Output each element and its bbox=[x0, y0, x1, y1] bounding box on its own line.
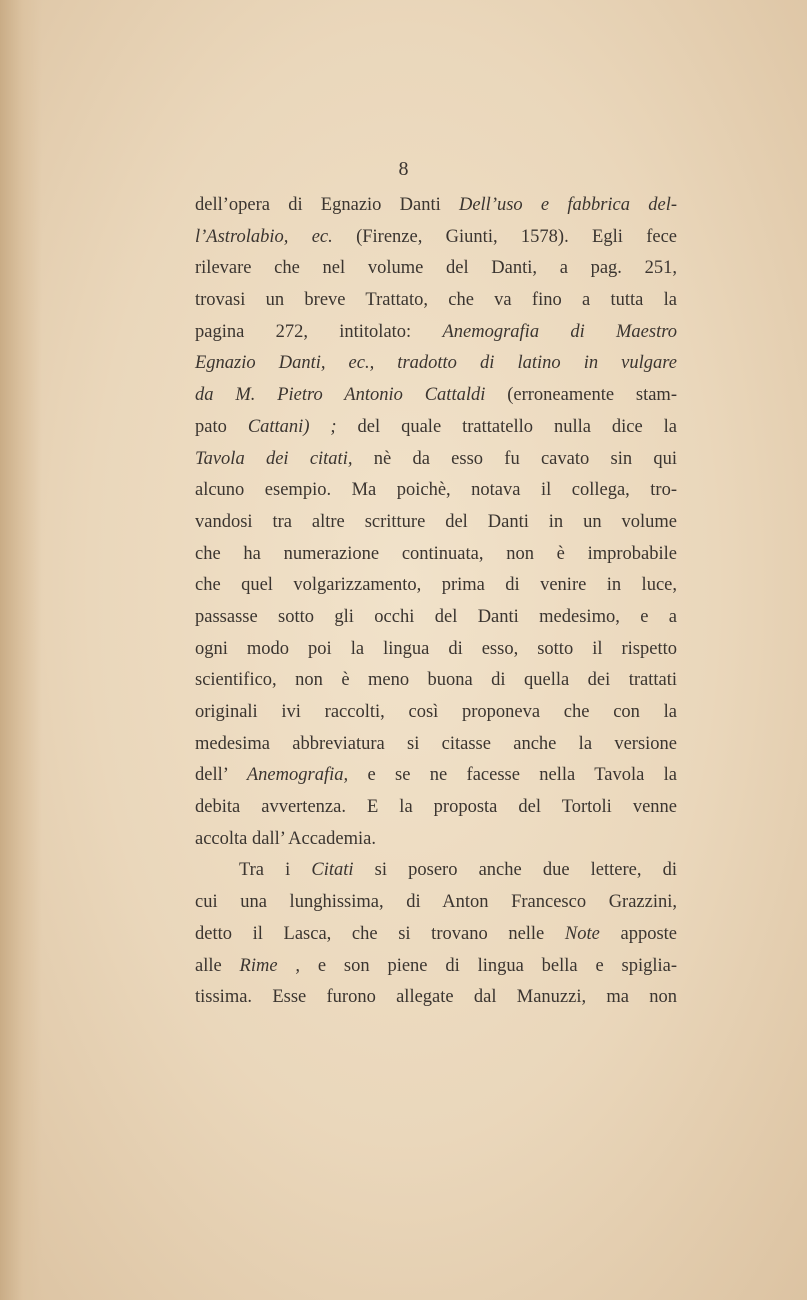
text-segment: vandosi tra altre scritture del Danti in un volume bbox=[195, 511, 677, 532]
page-binding-shadow bbox=[0, 0, 42, 1300]
text-line bbox=[195, 792, 677, 824]
text-segment: (erroneamente stam- bbox=[485, 385, 677, 406]
text-line bbox=[195, 570, 677, 602]
text-line bbox=[195, 348, 677, 380]
text-line bbox=[195, 760, 677, 792]
text-segment: originali ivi raccolti, così proponeva che con la bbox=[195, 702, 677, 722]
italic-text: Dell’uso e fabbrica del- bbox=[458, 195, 677, 215]
text-segment: apposte bbox=[599, 923, 677, 944]
text-segment: ogni modo poi la lingua di esso, sotto il rispetto bbox=[195, 638, 677, 659]
text-line bbox=[195, 855, 677, 887]
text-segment: si posero anche due lettere, di bbox=[353, 860, 677, 881]
text-line bbox=[195, 507, 677, 539]
italic-text: l’Astrolabio, ec. bbox=[195, 226, 333, 247]
text-segment: e se ne facesse nella Tavola la bbox=[348, 765, 678, 786]
italic-text: Anemografia, bbox=[246, 765, 349, 786]
italic-text: da M. Pietro Antonio Cattaldi bbox=[195, 385, 486, 406]
text-line bbox=[195, 982, 677, 1014]
text-line bbox=[195, 634, 677, 666]
text-segment: Tra i bbox=[239, 860, 312, 881]
text-line bbox=[195, 824, 677, 856]
text-line bbox=[195, 919, 677, 951]
text-segment: che ha numerazione continuata, non è improbabile bbox=[195, 543, 677, 564]
italic-text: Anemografia di Maestro bbox=[442, 321, 677, 342]
page-number: 8 bbox=[398, 158, 409, 180]
body-text bbox=[195, 190, 677, 1014]
text-line bbox=[195, 951, 677, 983]
text-segment: accolta dall’ Accademia. bbox=[195, 828, 376, 849]
text-segment: del quale trattatello nulla dice la bbox=[336, 416, 677, 437]
text-segment: trovasi un breve Trattato, che va fino a tutta la bbox=[195, 290, 677, 311]
text-segment: (Firenze, Giunti, 1578). Egli fece bbox=[332, 226, 678, 247]
text-segment: dell’opera di Egnazio Danti bbox=[195, 195, 459, 215]
text-line bbox=[195, 697, 677, 729]
italic-text: Egnazio Danti, ec., tradotto di latino in vulgare bbox=[195, 353, 677, 374]
italic-text: Citati bbox=[311, 860, 354, 881]
text-segment: nè da esso fu cavato sin qui bbox=[352, 448, 677, 469]
text-line bbox=[195, 412, 677, 444]
text-line bbox=[195, 222, 677, 254]
text-segment: medesima abbreviatura si citasse anche la versione bbox=[195, 733, 677, 754]
italic-text: Tavola dei citati, bbox=[195, 448, 353, 469]
text-segment: scientifico, non è meno buona di quella dei trattati bbox=[195, 670, 677, 691]
text-line bbox=[195, 887, 677, 919]
italic-text: Note bbox=[564, 923, 600, 944]
text-segment: debita avvertenza. E la proposta del Tortoli venne bbox=[195, 797, 677, 818]
text-line bbox=[195, 190, 677, 222]
text-line bbox=[195, 380, 677, 412]
text-segment: che quel volgarizzamento, prima di venire in luce, bbox=[195, 575, 677, 596]
text-segment: passasse sotto gli occhi del Danti medesimo, e a bbox=[195, 606, 677, 627]
text-line bbox=[195, 285, 677, 317]
text-segment: pagina 272, intitolato: bbox=[195, 321, 443, 342]
text-segment: e son piene di lingua bella e spiglia- bbox=[300, 955, 678, 976]
text-line bbox=[195, 729, 677, 761]
italic-text: Cattani) ; bbox=[247, 416, 337, 437]
text-segment: tissima. Esse furono allegate dal Manuzzi, ma non bbox=[195, 987, 677, 1008]
text-line bbox=[195, 317, 677, 349]
italic-text: Rime , bbox=[239, 955, 301, 976]
text-segment: alle bbox=[195, 955, 240, 976]
text-line bbox=[195, 444, 677, 476]
text-segment: rilevare che nel volume del Danti, a pag. 251, bbox=[195, 258, 677, 279]
text-segment: pato bbox=[195, 416, 248, 437]
text-segment: alcuno esempio. Ma poichè, notava il collega, tro- bbox=[195, 480, 677, 501]
text-segment: detto il Lasca, che si trovano nelle bbox=[195, 923, 565, 944]
text-line bbox=[195, 253, 677, 285]
text-line bbox=[195, 665, 677, 697]
text-segment: dell’ bbox=[195, 765, 247, 786]
text-line bbox=[195, 539, 677, 571]
text-segment: cui una lunghissima, di Anton Francesco Grazzini, bbox=[195, 892, 677, 913]
text-line bbox=[195, 602, 677, 634]
text-line bbox=[195, 475, 677, 507]
